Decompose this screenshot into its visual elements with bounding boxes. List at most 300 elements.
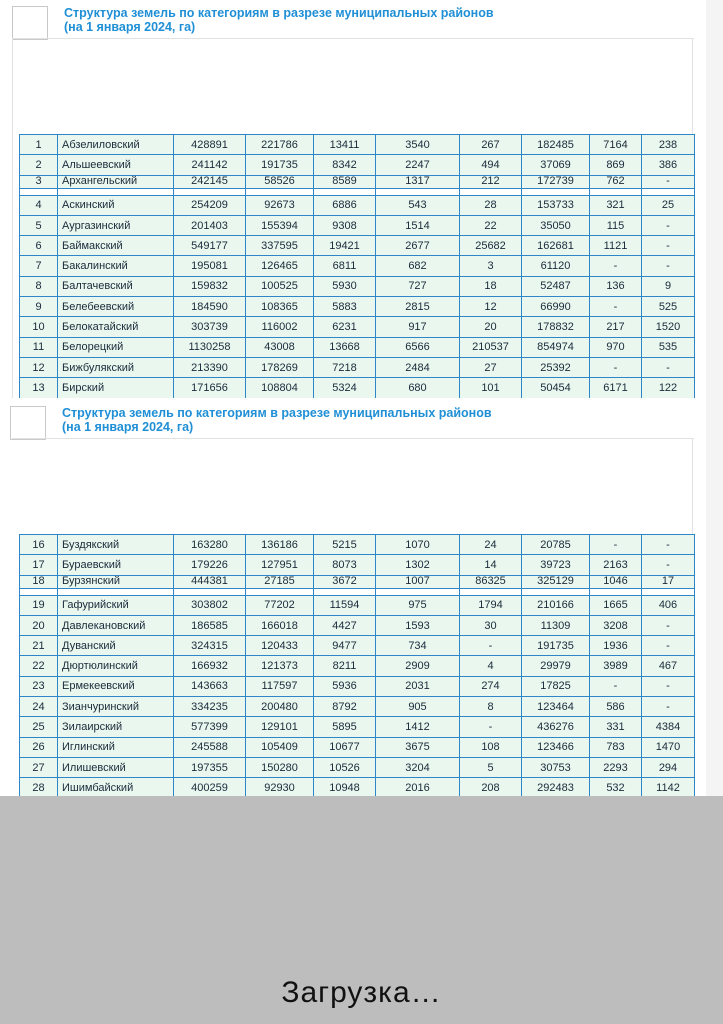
value-cell: 400259 xyxy=(174,778,246,798)
title-line-2: (на 1 января 2024, га) xyxy=(64,20,196,34)
value-cell: 3208 xyxy=(590,615,642,635)
value-cell: 734 xyxy=(376,636,460,656)
value-cell: 24 xyxy=(460,535,522,555)
value-cell: 535 xyxy=(642,337,695,357)
value-cell: 6231 xyxy=(314,317,376,337)
value-cell: - xyxy=(590,676,642,696)
row-number-cell: 19 xyxy=(20,595,58,615)
value-cell: 1046 xyxy=(590,575,642,588)
loading-text: Загрузка… xyxy=(281,976,442,1009)
row-number-cell: 6 xyxy=(20,236,58,256)
row-number-cell: 13 xyxy=(20,378,58,398)
district-name-cell: Илишевский xyxy=(58,757,174,777)
value-cell: - xyxy=(590,297,642,317)
value-cell: 123464 xyxy=(522,697,590,717)
value-cell: 5930 xyxy=(314,276,376,296)
row-number-cell: 4 xyxy=(20,195,58,215)
value-cell: 120433 xyxy=(246,636,314,656)
value-cell: 241142 xyxy=(174,155,246,175)
value-cell: 436276 xyxy=(522,717,590,737)
value-cell: 126465 xyxy=(246,256,314,276)
value-cell: 129101 xyxy=(246,717,314,737)
value-cell: 195081 xyxy=(174,256,246,276)
value-cell: 7164 xyxy=(590,135,642,155)
table-row xyxy=(20,135,695,155)
value-cell: 13411 xyxy=(314,135,376,155)
value-cell: 1794 xyxy=(460,595,522,615)
value-cell: 1070 xyxy=(376,535,460,555)
table-row xyxy=(20,697,695,717)
value-cell: - xyxy=(642,256,695,276)
value-cell: 25 xyxy=(642,195,695,215)
value-cell: - xyxy=(642,555,695,575)
table-row xyxy=(20,256,695,276)
value-cell: - xyxy=(642,357,695,377)
value-cell: 1520 xyxy=(642,317,695,337)
value-cell: 905 xyxy=(376,697,460,717)
value-cell: 3 xyxy=(460,256,522,276)
value-cell: 680 xyxy=(376,378,460,398)
value-cell: 92673 xyxy=(246,195,314,215)
row-number-cell: 9 xyxy=(20,297,58,317)
table-row xyxy=(20,276,695,296)
value-cell: - xyxy=(642,676,695,696)
row-number-cell: 10 xyxy=(20,317,58,337)
value-cell: 331 xyxy=(590,717,642,737)
value-cell: 267 xyxy=(460,135,522,155)
value-cell: - xyxy=(642,615,695,635)
value-cell: 159832 xyxy=(174,276,246,296)
value-cell: 2484 xyxy=(376,357,460,377)
table-row xyxy=(20,757,695,777)
value-cell: 6886 xyxy=(314,195,376,215)
value-cell: 101 xyxy=(460,378,522,398)
value-cell: 549177 xyxy=(174,236,246,256)
value-cell: 14 xyxy=(460,555,522,575)
value-cell: 2909 xyxy=(376,656,460,676)
value-cell: 171656 xyxy=(174,378,246,398)
value-cell: 254209 xyxy=(174,195,246,215)
value-cell: 143663 xyxy=(174,676,246,696)
value-cell: 5936 xyxy=(314,676,376,696)
value-cell: 238 xyxy=(642,135,695,155)
row-number-cell: 18 xyxy=(20,575,58,588)
value-cell: 525 xyxy=(642,297,695,317)
table-row xyxy=(20,656,695,676)
district-name-cell: Ермекеевский xyxy=(58,676,174,696)
value-cell: 1936 xyxy=(590,636,642,656)
value-cell: 11309 xyxy=(522,615,590,635)
value-cell: 77202 xyxy=(246,595,314,615)
row-number-cell: 3 xyxy=(20,175,58,188)
district-name-cell: Бижбулякский xyxy=(58,357,174,377)
row-number-cell: 11 xyxy=(20,337,58,357)
table-row xyxy=(20,317,695,337)
value-cell: 43008 xyxy=(246,337,314,357)
value-cell: 155394 xyxy=(246,215,314,235)
value-cell: 108 xyxy=(460,737,522,757)
value-cell: - xyxy=(642,535,695,555)
value-cell: - xyxy=(590,256,642,276)
district-name-cell: Бакалинский xyxy=(58,256,174,276)
value-cell: 4 xyxy=(460,656,522,676)
value-cell: 201403 xyxy=(174,215,246,235)
value-cell: - xyxy=(590,357,642,377)
value-cell: 19421 xyxy=(314,236,376,256)
value-cell: 337595 xyxy=(246,236,314,256)
land-table xyxy=(19,534,695,799)
value-cell: 117597 xyxy=(246,676,314,696)
row-number-cell: 22 xyxy=(20,656,58,676)
table-row xyxy=(20,595,695,615)
table-row xyxy=(20,175,695,188)
value-cell: 586 xyxy=(590,697,642,717)
value-cell: 245588 xyxy=(174,737,246,757)
value-cell: 8073 xyxy=(314,555,376,575)
value-cell: 30 xyxy=(460,615,522,635)
value-cell: 153733 xyxy=(522,195,590,215)
value-cell: 29979 xyxy=(522,656,590,676)
value-cell: 217 xyxy=(590,317,642,337)
row-number-cell: 23 xyxy=(20,676,58,696)
table-row xyxy=(20,155,695,175)
row-number-cell: 16 xyxy=(20,535,58,555)
row-number-cell: 17 xyxy=(20,555,58,575)
table-row xyxy=(20,615,695,635)
value-cell: 321 xyxy=(590,195,642,215)
district-name-cell: Иглинский xyxy=(58,737,174,757)
row-number-cell: 1 xyxy=(20,135,58,155)
row-number-cell: 21 xyxy=(20,636,58,656)
value-cell: 27 xyxy=(460,357,522,377)
district-name-cell: Архангельский xyxy=(58,175,174,188)
value-cell: 191735 xyxy=(522,636,590,656)
value-cell: - xyxy=(642,697,695,717)
district-name-cell: Буздякский xyxy=(58,535,174,555)
value-cell: 178832 xyxy=(522,317,590,337)
value-cell: 406 xyxy=(642,595,695,615)
value-cell: 2016 xyxy=(376,778,460,798)
row-number-cell: 20 xyxy=(20,615,58,635)
value-cell: 116002 xyxy=(246,317,314,337)
value-cell: 783 xyxy=(590,737,642,757)
value-cell: 9477 xyxy=(314,636,376,656)
value-cell: 7218 xyxy=(314,357,376,377)
value-cell: 18 xyxy=(460,276,522,296)
value-cell: 2247 xyxy=(376,155,460,175)
value-cell: 39723 xyxy=(522,555,590,575)
value-cell: 186585 xyxy=(174,615,246,635)
value-cell: 66990 xyxy=(522,297,590,317)
value-cell: 212 xyxy=(460,175,522,188)
value-cell: 210166 xyxy=(522,595,590,615)
value-cell: 292483 xyxy=(522,778,590,798)
district-name-cell: Бурзянский xyxy=(58,575,174,588)
value-cell: 50454 xyxy=(522,378,590,398)
district-name-cell: Абзелиловский xyxy=(58,135,174,155)
value-cell: 1130258 xyxy=(174,337,246,357)
value-cell: - xyxy=(642,175,695,188)
value-cell: 17825 xyxy=(522,676,590,696)
value-cell: 8792 xyxy=(314,697,376,717)
value-cell: 917 xyxy=(376,317,460,337)
value-cell: 61120 xyxy=(522,256,590,276)
value-cell: 52487 xyxy=(522,276,590,296)
value-cell: 10948 xyxy=(314,778,376,798)
value-cell: 8211 xyxy=(314,656,376,676)
value-cell: 1470 xyxy=(642,737,695,757)
slide-thumbnail xyxy=(12,6,48,40)
value-cell: 200480 xyxy=(246,697,314,717)
value-cell: 179226 xyxy=(174,555,246,575)
district-name-cell: Дуванский xyxy=(58,636,174,656)
row-number-cell: 28 xyxy=(20,778,58,798)
value-cell: 577399 xyxy=(174,717,246,737)
value-cell: 325129 xyxy=(522,575,590,588)
district-name-cell: Ишимбайский xyxy=(58,778,174,798)
district-name-cell: Зианчуринский xyxy=(58,697,174,717)
value-cell: 682 xyxy=(376,256,460,276)
value-cell: 543 xyxy=(376,195,460,215)
value-cell: 970 xyxy=(590,337,642,357)
value-cell: 2031 xyxy=(376,676,460,696)
value-cell: 3204 xyxy=(376,757,460,777)
district-name-cell: Аскинский xyxy=(58,195,174,215)
table-row xyxy=(20,337,695,357)
value-cell: 1514 xyxy=(376,215,460,235)
value-cell: 150280 xyxy=(246,757,314,777)
district-name-cell: Гафурийский xyxy=(58,595,174,615)
value-cell: 213390 xyxy=(174,357,246,377)
value-cell: 3989 xyxy=(590,656,642,676)
value-cell: 8342 xyxy=(314,155,376,175)
value-cell: 3672 xyxy=(314,575,376,588)
value-cell: 762 xyxy=(590,175,642,188)
value-cell: 1302 xyxy=(376,555,460,575)
value-cell: 163280 xyxy=(174,535,246,555)
value-cell: 532 xyxy=(590,778,642,798)
value-cell: 127951 xyxy=(246,555,314,575)
value-cell: 20 xyxy=(460,317,522,337)
value-cell: 166018 xyxy=(246,615,314,635)
value-cell: 6171 xyxy=(590,378,642,398)
slide-thumbnail xyxy=(10,406,46,440)
value-cell: 869 xyxy=(590,155,642,175)
value-cell: 334235 xyxy=(174,697,246,717)
value-cell: 22 xyxy=(460,215,522,235)
value-cell: 428891 xyxy=(174,135,246,155)
value-cell: 12 xyxy=(460,297,522,317)
value-cell: 108365 xyxy=(246,297,314,317)
district-name-cell: Балтачевский xyxy=(58,276,174,296)
value-cell: 208 xyxy=(460,778,522,798)
value-cell: 1121 xyxy=(590,236,642,256)
table-row xyxy=(20,555,695,575)
value-cell: 494 xyxy=(460,155,522,175)
value-cell: - xyxy=(642,215,695,235)
value-cell: 2293 xyxy=(590,757,642,777)
value-cell: - xyxy=(460,636,522,656)
district-name-cell: Аургазинский xyxy=(58,215,174,235)
value-cell: 166932 xyxy=(174,656,246,676)
value-cell: 30753 xyxy=(522,757,590,777)
table-row xyxy=(20,535,695,555)
district-name-cell: Зилаирский xyxy=(58,717,174,737)
value-cell: 5883 xyxy=(314,297,376,317)
value-cell: 9 xyxy=(642,276,695,296)
value-cell: 467 xyxy=(642,656,695,676)
value-cell: 8589 xyxy=(314,175,376,188)
table-row xyxy=(20,378,695,398)
value-cell: 11594 xyxy=(314,595,376,615)
district-name-cell: Бирский xyxy=(58,378,174,398)
slide-page-1 xyxy=(0,0,706,398)
district-name-cell: Баймакский xyxy=(58,236,174,256)
value-cell: 9308 xyxy=(314,215,376,235)
value-cell: 184590 xyxy=(174,297,246,317)
value-cell: 2815 xyxy=(376,297,460,317)
table-row xyxy=(20,236,695,256)
table-row xyxy=(20,215,695,235)
value-cell: 92930 xyxy=(246,778,314,798)
value-cell: 386 xyxy=(642,155,695,175)
table-row xyxy=(20,676,695,696)
slide-title xyxy=(62,406,492,434)
value-cell: - xyxy=(642,636,695,656)
district-name-cell: Белорецкий xyxy=(58,337,174,357)
value-cell: 4427 xyxy=(314,615,376,635)
value-cell: 5215 xyxy=(314,535,376,555)
value-cell: 1412 xyxy=(376,717,460,737)
value-cell: 17 xyxy=(642,575,695,588)
slide-page-2 xyxy=(0,398,706,796)
value-cell: 58526 xyxy=(246,175,314,188)
value-cell: 172739 xyxy=(522,175,590,188)
value-cell: 115 xyxy=(590,215,642,235)
value-cell: 3675 xyxy=(376,737,460,757)
value-cell: 10526 xyxy=(314,757,376,777)
value-cell: 5895 xyxy=(314,717,376,737)
slide-title xyxy=(64,6,494,34)
value-cell: 1317 xyxy=(376,175,460,188)
value-cell: - xyxy=(642,236,695,256)
value-cell: 122 xyxy=(642,378,695,398)
row-number-cell: 24 xyxy=(20,697,58,717)
value-cell: 2163 xyxy=(590,555,642,575)
value-cell: 108804 xyxy=(246,378,314,398)
row-number-cell: 5 xyxy=(20,215,58,235)
value-cell: 210537 xyxy=(460,337,522,357)
value-cell: 221786 xyxy=(246,135,314,155)
value-cell: 20785 xyxy=(522,535,590,555)
loading-overlay xyxy=(0,796,723,1024)
title-line-2: (на 1 января 2024, га) xyxy=(62,420,194,434)
value-cell: 4384 xyxy=(642,717,695,737)
value-cell: 294 xyxy=(642,757,695,777)
row-number-cell: 2 xyxy=(20,155,58,175)
row-number-cell: 27 xyxy=(20,757,58,777)
value-cell: 10677 xyxy=(314,737,376,757)
value-cell: 2677 xyxy=(376,236,460,256)
table-row xyxy=(20,575,695,588)
value-cell: 324315 xyxy=(174,636,246,656)
value-cell: 35050 xyxy=(522,215,590,235)
district-name-cell: Белокатайский xyxy=(58,317,174,337)
value-cell: - xyxy=(460,717,522,737)
table-row xyxy=(20,636,695,656)
district-name-cell: Белебеевский xyxy=(58,297,174,317)
title-line-1: Структура земель по категориям в разрезе муниципальных районов xyxy=(62,406,492,420)
district-name-cell: Бураевский xyxy=(58,555,174,575)
row-number-cell: 8 xyxy=(20,276,58,296)
title-line-1: Структура земель по категориям в разрезе муниципальных районов xyxy=(64,6,494,20)
value-cell: 242145 xyxy=(174,175,246,188)
value-cell: 25682 xyxy=(460,236,522,256)
land-table xyxy=(19,134,695,399)
value-cell: 121373 xyxy=(246,656,314,676)
value-cell: 444381 xyxy=(174,575,246,588)
value-cell: 303802 xyxy=(174,595,246,615)
value-cell: 25392 xyxy=(522,357,590,377)
district-name-cell: Дюртюлинский xyxy=(58,656,174,676)
value-cell: 1142 xyxy=(642,778,695,798)
value-cell: 191735 xyxy=(246,155,314,175)
value-cell: 5324 xyxy=(314,378,376,398)
row-number-cell: 26 xyxy=(20,737,58,757)
value-cell: 6566 xyxy=(376,337,460,357)
table-row xyxy=(20,357,695,377)
row-number-cell: 12 xyxy=(20,357,58,377)
value-cell: 1593 xyxy=(376,615,460,635)
value-cell: 182485 xyxy=(522,135,590,155)
value-cell: 13668 xyxy=(314,337,376,357)
value-cell: 854974 xyxy=(522,337,590,357)
value-cell: 162681 xyxy=(522,236,590,256)
value-cell: 123466 xyxy=(522,737,590,757)
table-row xyxy=(20,195,695,215)
value-cell: 1007 xyxy=(376,575,460,588)
value-cell: 303739 xyxy=(174,317,246,337)
row-number-cell: 25 xyxy=(20,717,58,737)
table-row xyxy=(20,717,695,737)
table-row xyxy=(20,297,695,317)
value-cell: 136 xyxy=(590,276,642,296)
row-gap xyxy=(20,588,695,595)
value-cell: 86325 xyxy=(460,575,522,588)
value-cell: 28 xyxy=(460,195,522,215)
value-cell: 37069 xyxy=(522,155,590,175)
row-number-cell: 7 xyxy=(20,256,58,276)
value-cell: 6811 xyxy=(314,256,376,276)
value-cell: 274 xyxy=(460,676,522,696)
value-cell: 178269 xyxy=(246,357,314,377)
row-gap xyxy=(20,188,695,195)
value-cell: 975 xyxy=(376,595,460,615)
value-cell: 105409 xyxy=(246,737,314,757)
value-cell: 727 xyxy=(376,276,460,296)
value-cell: 5 xyxy=(460,757,522,777)
district-name-cell: Альшеевский xyxy=(58,155,174,175)
value-cell: 27185 xyxy=(246,575,314,588)
value-cell: 1665 xyxy=(590,595,642,615)
value-cell: 197355 xyxy=(174,757,246,777)
value-cell: 136186 xyxy=(246,535,314,555)
value-cell: 100525 xyxy=(246,276,314,296)
value-cell: 3540 xyxy=(376,135,460,155)
district-name-cell: Давлекановский xyxy=(58,615,174,635)
table-row xyxy=(20,737,695,757)
value-cell: - xyxy=(590,535,642,555)
